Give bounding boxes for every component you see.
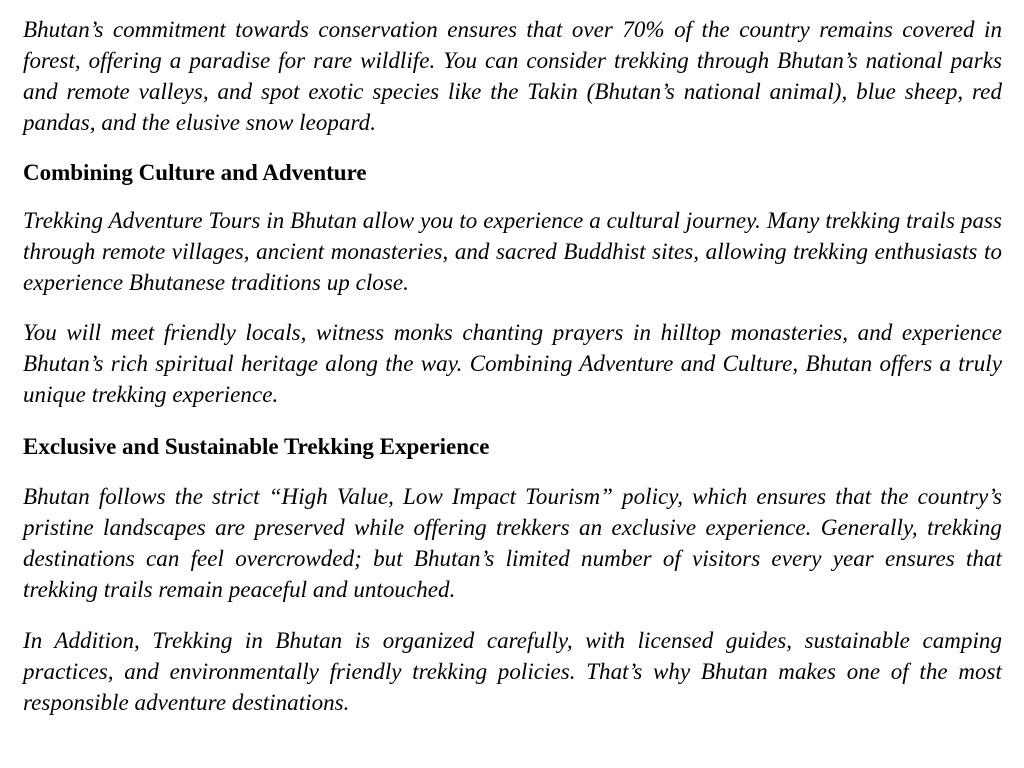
- responsible-destination-paragraph: In Addition, Trekking in Bhutan is organized carefully, with licensed guides, sustainable camping practices, and environmentally friendly trekking policies. That’s why Bhutan makes one of the most responsible adventure destinations.: [23, 628, 1002, 715]
- locals-monks-paragraph: You will meet friendly locals, witness monks chanting prayers in hilltop monasteries, and experience Bhutan’s rich spiritual heritage along the way. Combining Adventure and Culture, Bhutan offers a truly unique trekking experience.: [23, 320, 1002, 407]
- document-page: [23, 14, 1002, 718]
- tourism-policy-paragraph: Bhutan follows the strict “High Value, Low Impact Tourism” policy, which ensures that the country’s pristine landscapes are preserved while offering trekkers an exclusive experience. Generally, trekking destinations can feel overcrowded; but Bhutan’s limited number of visitors every year ensures that trekking trails remain peaceful and untouched.: [23, 484, 1002, 602]
- cultural-journey-paragraph: Trekking Adventure Tours in Bhutan allow you to experience a cultural journey. Many trekking trails pass through remote villages, ancient monasteries, and sacred Buddhist sites, allowing trekking enthusiasts to experience Bhutanese traditions up close.: [23, 208, 1002, 295]
- culture-adventure-heading: Combining Culture and Adventure: [23, 160, 367, 185]
- wildlife-conservation-paragraph: Bhutan’s commitment towards conservation ensures that over 70% of the country remains covered in forest, offering a paradise for rare wildlife. You can consider trekking through Bhutan’s national parks and remote valleys, and spot exotic species like the Takin (Bhutan’s national animal), blue sheep, red pandas, and the elusive snow leopard.: [23, 17, 1002, 135]
- sustainable-trekking-heading: Exclusive and Sustainable Trekking Experience: [23, 434, 490, 459]
